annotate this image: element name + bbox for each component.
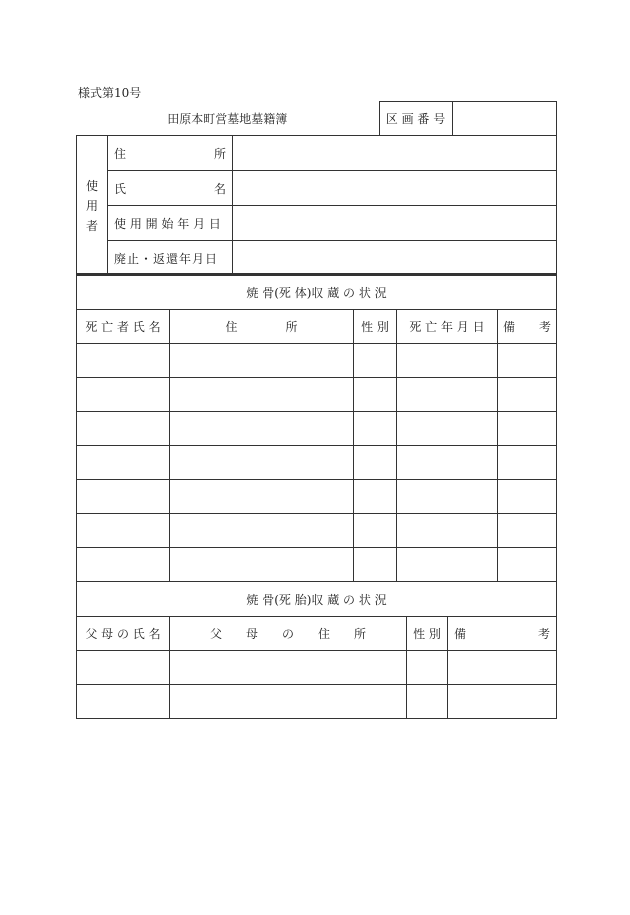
- cell[interactable]: [354, 514, 397, 548]
- fetus-section-title: 焼 骨(死 胎)収 蔵 の 状 況: [77, 582, 557, 617]
- table-row: [77, 514, 557, 548]
- cell[interactable]: [170, 412, 354, 446]
- header-death-date: 死 亡 年 月 日: [397, 310, 498, 344]
- cell[interactable]: [170, 685, 407, 719]
- name-label-char: 名: [213, 181, 226, 196]
- cell[interactable]: [448, 685, 557, 719]
- cell[interactable]: [448, 651, 557, 685]
- cell[interactable]: [170, 514, 354, 548]
- cell[interactable]: [170, 651, 407, 685]
- cell[interactable]: [77, 344, 170, 378]
- cell[interactable]: [407, 685, 448, 719]
- name-field[interactable]: [233, 171, 557, 206]
- cell[interactable]: [170, 480, 354, 514]
- body-section-title: 焼 骨(死 体)収 蔵 の 状 況: [77, 274, 557, 310]
- header-fetus-sex: 性 別: [407, 617, 448, 651]
- section-number-label: 区 画 番 号: [379, 102, 452, 136]
- cell[interactable]: [498, 378, 557, 412]
- start-date-label: [108, 206, 233, 241]
- cell[interactable]: [498, 446, 557, 480]
- records-table: [76, 273, 557, 719]
- end-date-label: [108, 241, 233, 276]
- table-row: [77, 480, 557, 514]
- cell[interactable]: [354, 378, 397, 412]
- cell[interactable]: [170, 344, 354, 378]
- cell[interactable]: [498, 412, 557, 446]
- cell[interactable]: [354, 344, 397, 378]
- cell[interactable]: [397, 480, 498, 514]
- cell[interactable]: [77, 412, 170, 446]
- cell[interactable]: [354, 412, 397, 446]
- cell[interactable]: [397, 446, 498, 480]
- name-label-char: 氏: [114, 181, 127, 196]
- table-row: [77, 344, 557, 378]
- user-group-label: [77, 136, 108, 276]
- cell[interactable]: [397, 412, 498, 446]
- user-label-char: 用: [85, 198, 98, 213]
- address-field[interactable]: [233, 136, 557, 171]
- user-label-char: 使: [85, 178, 98, 193]
- name-label: [108, 171, 233, 206]
- cell[interactable]: [354, 446, 397, 480]
- cell[interactable]: [397, 548, 498, 582]
- header-parents-name: 父 母 の 氏 名: [77, 617, 170, 651]
- end-date-label-text: 廃止・返還年月日: [114, 251, 219, 266]
- cell[interactable]: [77, 651, 170, 685]
- header-parents-address: 父 母 の 住 所: [170, 617, 407, 651]
- section-number-field[interactable]: [452, 102, 556, 136]
- header-fetus-remarks: 備 考: [448, 617, 557, 651]
- cell[interactable]: [354, 480, 397, 514]
- form-number: 様式第10号: [78, 86, 142, 100]
- user-table: [76, 135, 557, 276]
- table-row: [77, 548, 557, 582]
- cell[interactable]: [77, 446, 170, 480]
- table-row: [77, 378, 557, 412]
- cell[interactable]: [397, 514, 498, 548]
- header-sex: 性 別: [354, 310, 397, 344]
- cell[interactable]: [170, 378, 354, 412]
- title-table: [76, 101, 557, 136]
- cell[interactable]: [498, 344, 557, 378]
- cell[interactable]: [498, 514, 557, 548]
- cell[interactable]: [498, 548, 557, 582]
- cell[interactable]: [77, 378, 170, 412]
- cell[interactable]: [498, 480, 557, 514]
- start-date-label-text: 使 用 開 始 年 月 日: [114, 216, 221, 231]
- cell[interactable]: [354, 548, 397, 582]
- cell[interactable]: [77, 685, 170, 719]
- cell[interactable]: [397, 344, 498, 378]
- cell[interactable]: [170, 548, 354, 582]
- cell[interactable]: [77, 514, 170, 548]
- header-remarks: 備 考: [498, 310, 557, 344]
- cell[interactable]: [397, 378, 498, 412]
- table-row: [77, 651, 557, 685]
- address-label-char: 所: [213, 146, 226, 161]
- end-date-field[interactable]: [233, 241, 557, 276]
- cell[interactable]: [170, 446, 354, 480]
- table-row: [77, 446, 557, 480]
- address-label-char: 住: [114, 146, 127, 161]
- start-date-field[interactable]: [233, 206, 557, 241]
- table-row: [77, 412, 557, 446]
- user-label-char: 者: [85, 218, 98, 233]
- cell[interactable]: [77, 480, 170, 514]
- register-title: 田原本町営墓地墓籍簿: [76, 102, 379, 136]
- header-deceased-name: 死 亡 者 氏 名: [77, 310, 170, 344]
- cell[interactable]: [77, 548, 170, 582]
- cell[interactable]: [407, 651, 448, 685]
- table-row: [77, 685, 557, 719]
- address-label: [108, 136, 233, 171]
- header-address: 住 所: [170, 310, 354, 344]
